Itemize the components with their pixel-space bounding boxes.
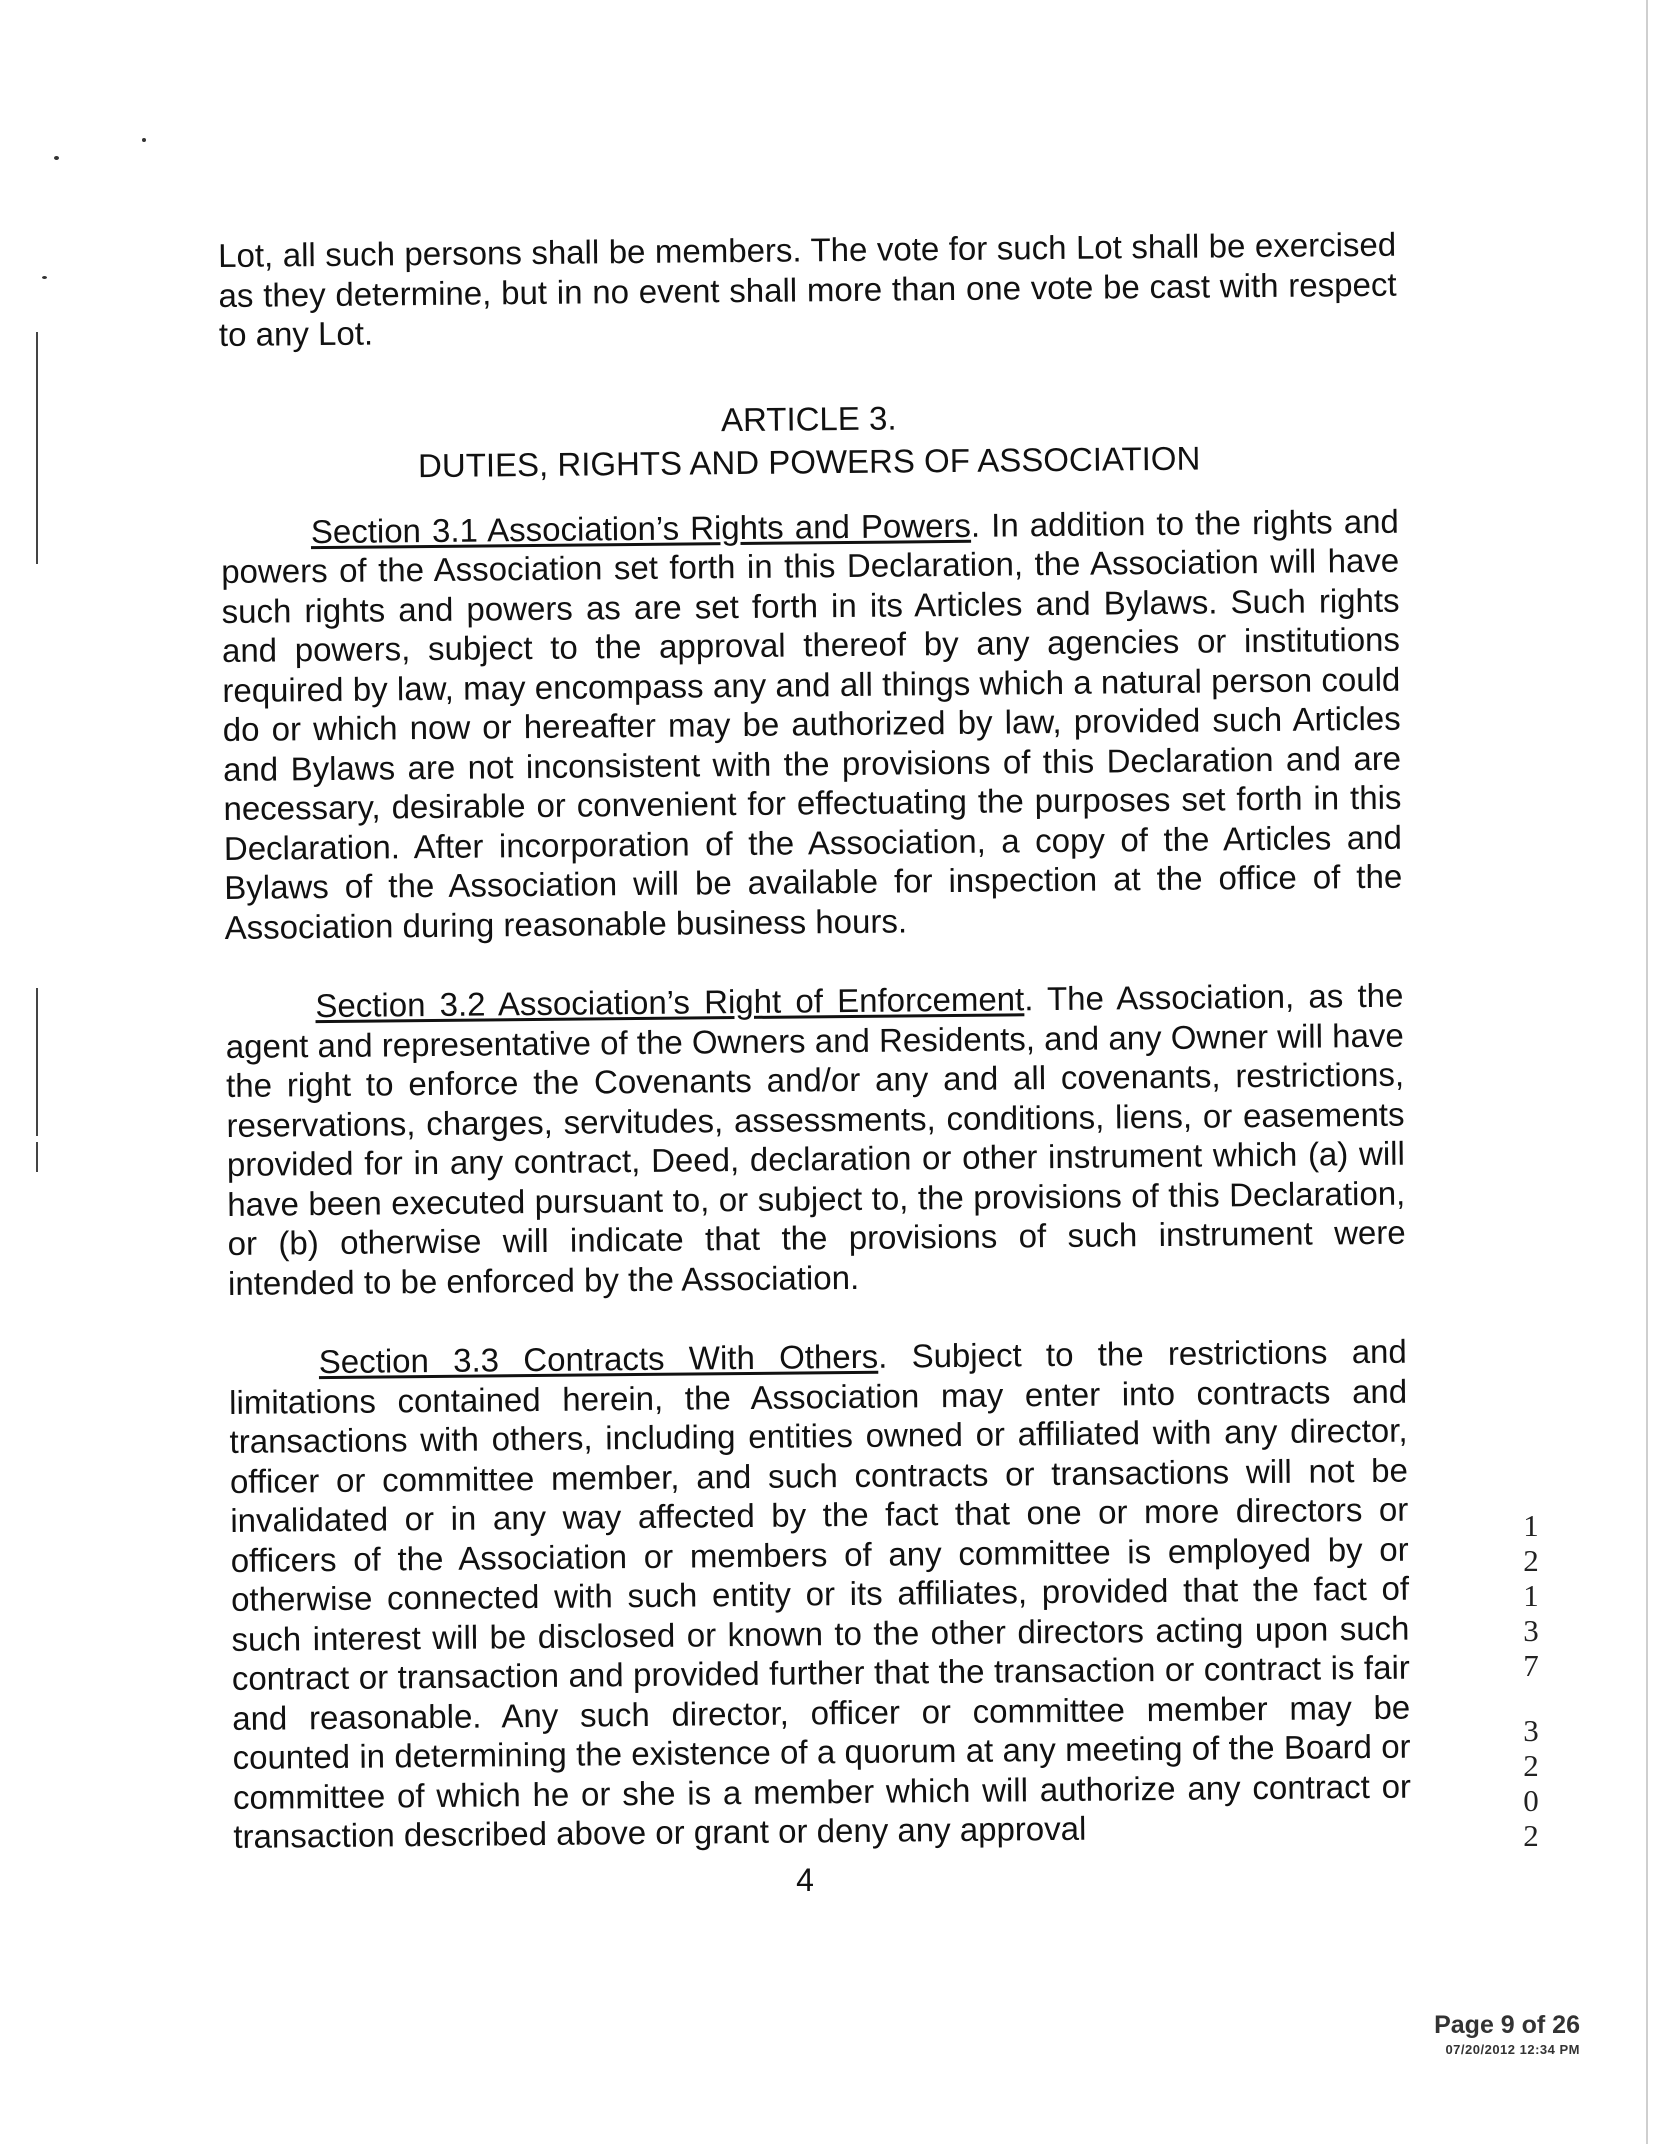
scan-speck — [54, 156, 59, 160]
scan-margin-mark — [36, 1142, 38, 1172]
stamp-gap — [1516, 1683, 1546, 1713]
section-3-3 — [229, 1332, 1412, 1857]
section-heading-suffix: . — [970, 506, 981, 544]
page-number: 4 — [796, 1862, 814, 1898]
section-text: In addition to the rights and powers of the Association set forth in this Declaration, the Association will have such rights and powers as are set forth in its Articles and Bylaws. Such rights and powers, subject to the approval thereof by any agencies or institutions required by law, may encompass any and all things which a natural person could do or which now or hereafter may be authorized by law, provided such Articles and Bylaws are not inconsistent with the provisions of this Declaration and are necessary, desirable or convenient for effectuating the purposes set forth in this Declaration. After incorporation of the Association, a copy of the Articles and Bylaws of the Association will be available for inspection at the office of the Association during reasonable business hours. — [221, 502, 1403, 946]
stamp-digit: 1 — [1523, 1508, 1539, 1543]
stamp-digit: 3 — [1523, 1613, 1539, 1648]
section-3-1 — [221, 501, 1403, 947]
section-3-2 — [225, 976, 1406, 1303]
scan-margin-mark — [36, 988, 38, 1136]
footer-page-label: Page 9 of 26 — [1434, 2011, 1580, 2039]
page-footer — [1360, 2010, 1580, 2060]
document-body — [218, 225, 1412, 1857]
scan-speck — [142, 138, 146, 142]
section-text: The Association, as the agent and representative of the Owners and Residents, and any Owner will have the right to enforce the Covenants and/or any and all covenants, restrictions, reservations, charges, servitudes, assessments, conditions, liens, or easements provided for in any contract, Deed, declaration or other instrument which (a) will have been executed pursuant to, or subject to, the provisions of this Declaration, or (b) otherwise will indicate that the provisions of such instrument were intended to be enforced by the Association. — [225, 976, 1406, 1302]
stamp-digit: 7 — [1523, 1648, 1539, 1683]
stamp-digit: 0 — [1523, 1783, 1539, 1818]
scan-margin-mark — [36, 332, 38, 564]
footer-timestamp: 07/20/2012 12:34 PM — [1445, 2042, 1580, 2057]
stamp-digit: 2 — [1523, 1748, 1539, 1783]
stamp-digit: 2 — [1523, 1818, 1539, 1853]
stamp-digit: 2 — [1523, 1543, 1539, 1578]
stamp-digit: 3 — [1523, 1713, 1539, 1748]
section-text: Subject to the restrictions and limitations contained herein, the Association may enter into contracts and transactions with others, including entities owned or affiliated with any director, officer or committee member, and such contracts or transactions will not be invalidated or in any way affected by the fact that one or more directors or officers of the Association or members of any committee is employed by or otherwise connected with such entity or its affiliates, provided that the fact of such interest will be disclosed or known to the other directors acting upon such contract or transaction and provided further that the transaction or contract is fair and reasonable. Any such director, officer or committee member may be counted in determining the existence of a quorum at any meeting of the Board or committee of which he or she is a member which will authorize any contract or transaction described above or grant or deny any approval — [229, 1332, 1412, 1855]
section-heading-suffix: . — [877, 1337, 888, 1375]
article-number: ARTICLE 3. — [720, 398, 897, 438]
article-title: DUTIES, RIGHTS AND POWERS OF ASSOCIATION — [417, 439, 1201, 484]
scan-speck — [42, 276, 47, 279]
section-heading: Section 3.3 Contracts With Others — [318, 1337, 879, 1381]
stamp-digit: 1 — [1523, 1578, 1539, 1613]
page-edge-line — [1646, 0, 1648, 2144]
section-heading: Section 3.2 Association’s Right of Enforcement — [315, 980, 1025, 1025]
section-heading-suffix: . — [1024, 980, 1034, 1018]
section-heading: Section 3.1 Association’s Rights and Powers — [310, 506, 972, 550]
margin-stamp — [1516, 1508, 1546, 1853]
top-paragraph: Lot, all such persons shall be members. The vote for such Lot shall be exercised as they determine, but in no event shall more than one vote be cast with respect to any Lot. — [218, 225, 1397, 353]
